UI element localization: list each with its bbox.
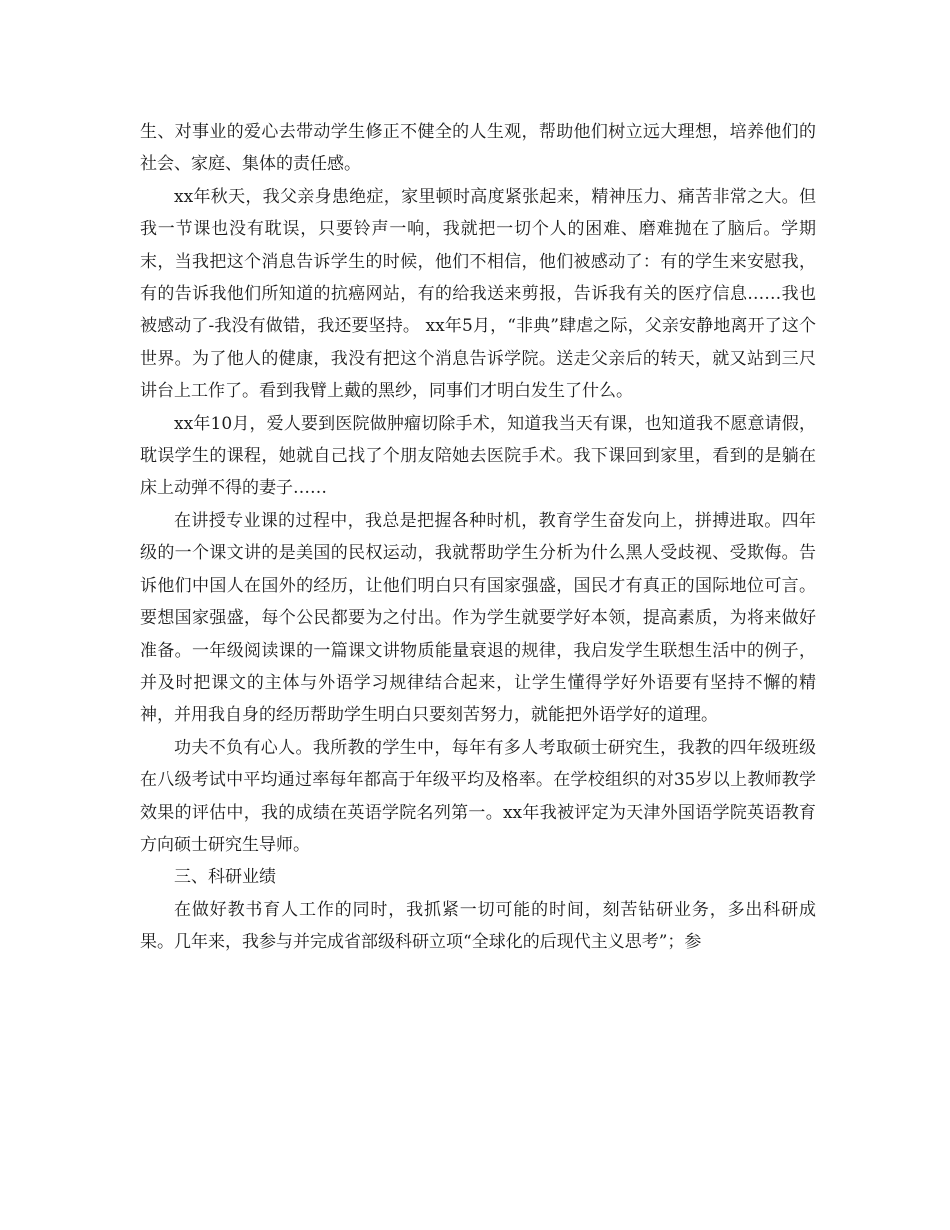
paragraph-research: 在做好教书育人工作的同时，我抓紧一切可能的时间，刻苦钻研业务，多出科研成果。几年来，我参与并完成省部级科研立项“全球化的后现代主义思考”；参 [140, 899, 816, 953]
paragraph-wife-surgery: xx年10月，爱人要到医院做肿瘤切除手术，知道我当天有课，也知道我不愿意请假，耽误学生的课程，她就自己找了个朋友陪她去医院手术。我下课回到家里，看到的是躺在床上动弹不得的妻子…… [140, 413, 816, 499]
paragraph-achievements: 功夫不负有心人。我所教的学生中，每年有多人考取硕士研究生，我教的四年级班级在八级考试中平均通过率每年都高于年级平均及格率。在学校组织的对35岁以上教师教学效果的评估中，我的成绩在英语学院名列第一。xx年我被评定为天津外国语学院英语教育方向硕士研究生导师。 [140, 737, 816, 855]
paragraph-teaching-methods: 在讲授专业课的过程中，我总是把握各种时机，教育学生奋发向上，拼搏进取。四年级的一个课文讲的是美国的民权运动，我就帮助学生分析为什么黑人受歧视、受欺侮。告诉他们中国人在国外的经历，让他们明白只有国家强盛，国民才有真正的国际地位可言。要想国家强盛，每个公民都要为之付出。作为学生就要学好本领，提高素质，为将来做好准备。一年级阅读课的一篇课文讲物质能量衰退的规律，我启发学生联想生活中的例子，并及时把课文的主体与外语学习规律结合起来，让学生懂得学好外语要有坚持不懈的精神，并用我自身的经历帮助学生明白只要刻苦努力，就能把外语学好的道理。 [140, 510, 816, 726]
section-heading-research: 三、科研业绩 [174, 867, 276, 888]
paragraph-continued: 生、对事业的爱心去带动学生修正不健全的人生观，帮助他们树立远大理想，培养他们的社会、家庭、集体的责任感。 [140, 122, 816, 175]
document-body [140, 116, 816, 959]
paragraph-father-illness: xx年秋天，我父亲身患绝症，家里顿时高度紧张起来，精神压力、痛苦非常之大。但我一节课也没有耽误，只要铃声一响，我就把一切个人的困难、磨难抛在了脑后。学期末，当我把这个消息告诉学生的时候，他们不相信，他们被感动了：有的学生来安慰我，有的告诉我他们所知道的抗癌网站，有的给我送来剪报，告诉我有关的医疗信息……我也被感动了-我没有做错，我还要坚持。 xx年5月，“非典”肆虐之际，父亲安静地离开了这个世界。为了他人的健康，我没有把这个消息告诉学院。送走父亲后的转天，就又站到三尺讲台上工作了。看到我臂上戴的黑纱，同事们才明白发生了什么。 [140, 186, 816, 402]
